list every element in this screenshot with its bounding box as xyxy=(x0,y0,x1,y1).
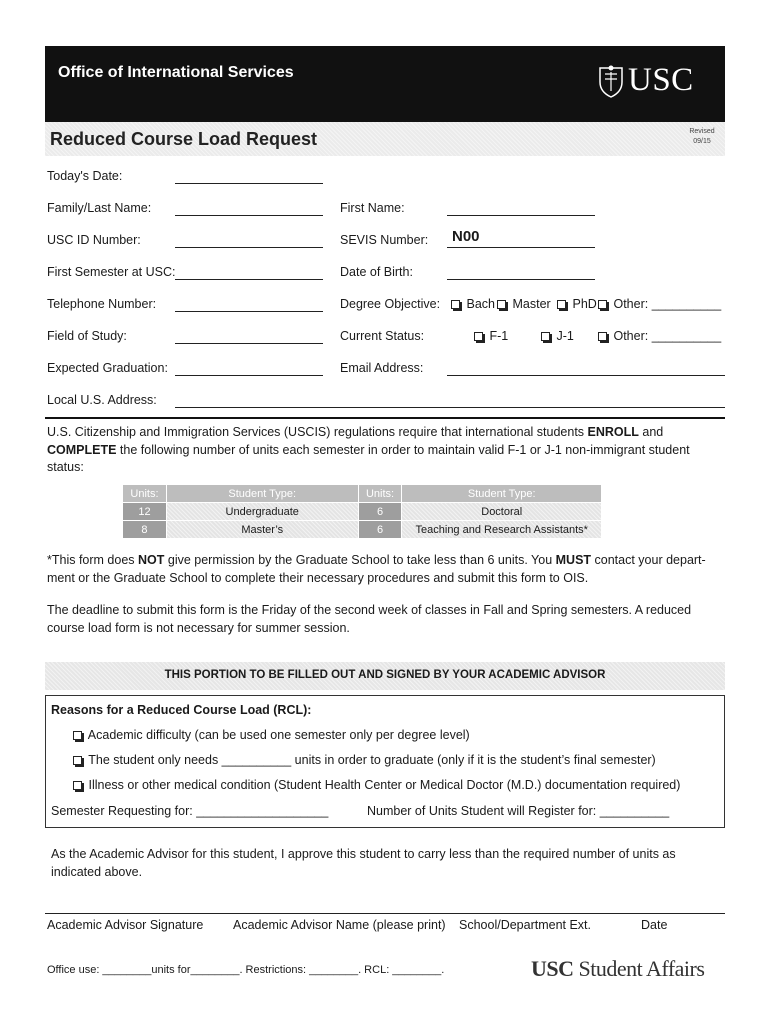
office-use-line: Office use: ________units for________. Restrictions: ________. RCL: ________. xyxy=(47,964,445,976)
degree-bach-option[interactable]: Bach xyxy=(451,297,495,311)
todays-date-label: Today's Date: xyxy=(47,169,123,183)
dob-label: Date of Birth: xyxy=(340,265,413,279)
revised-note xyxy=(683,127,721,147)
usc-seal-icon xyxy=(597,64,625,98)
table-cell: 8 xyxy=(123,521,167,539)
table-cell: Teaching and Research Assistants* xyxy=(402,521,602,539)
units-register-field[interactable]: Number of Units Student will Register for: __________ xyxy=(367,804,670,818)
school-department-label: School/Department Ext. xyxy=(459,918,592,932)
checkbox-icon[interactable] xyxy=(541,332,550,341)
table-cell: Undergraduate xyxy=(166,503,358,521)
advisor-bar-text: THIS PORTION TO BE FILLED OUT AND SIGNED BY YOUR ACADEMIC ADVISOR xyxy=(164,669,606,681)
usc-logo: USC xyxy=(628,62,694,98)
table-row xyxy=(123,521,602,539)
sevis-field[interactable] xyxy=(447,247,595,248)
checkbox-icon[interactable] xyxy=(497,300,506,309)
not-permission-note: *This form does NOT give permission by the Graduate School to take less than 6 units. You MUST contact your depart- ment or the Graduate School to complete their necessary procedures and submit this form to OIS. xyxy=(47,553,706,585)
reasons-title: Reasons for a Reduced Course Load (RCL): xyxy=(51,703,312,717)
reason-medical[interactable]: Illness or other medical condition (Student Health Center or Medical Doctor (M.D.) documentation required) xyxy=(73,778,680,792)
expected-graduation-label: Expected Graduation: xyxy=(47,361,168,375)
reason-academic-difficulty[interactable]: Academic difficulty (can be used one semester only per degree level) xyxy=(73,728,470,742)
checkbox-icon[interactable] xyxy=(73,756,82,765)
local-address-field[interactable] xyxy=(175,407,725,408)
revised-label: Revised xyxy=(689,128,715,135)
table-row xyxy=(123,503,602,521)
degree-other-option[interactable]: Other: __________ xyxy=(598,297,721,311)
local-address-label: Local U.S. Address: xyxy=(47,393,157,407)
checkbox-icon[interactable] xyxy=(451,300,460,309)
table-cell: Doctoral xyxy=(402,503,602,521)
table-header: Units: xyxy=(123,485,167,503)
expected-graduation-field[interactable] xyxy=(175,375,323,376)
usc-id-field[interactable] xyxy=(175,247,323,248)
first-semester-label: First Semester at USC: xyxy=(47,265,176,279)
checkbox-icon[interactable] xyxy=(557,300,566,309)
degree-phd-option[interactable]: PhD xyxy=(557,297,597,311)
student-affairs-logo: USC Student Affairs xyxy=(531,956,705,981)
advisor-signature-label: Academic Advisor Signature xyxy=(47,918,204,932)
form-title: Reduced Course Load Request xyxy=(50,129,318,149)
semester-requesting-field[interactable]: Semester Requesting for: ___________________ xyxy=(51,804,329,818)
units-table xyxy=(122,484,602,539)
email-label: Email Address: xyxy=(340,361,424,375)
table-cell: 6 xyxy=(358,503,402,521)
table-header: Units: xyxy=(358,485,402,503)
table-cell: Master’s xyxy=(166,521,358,539)
degree-master-option[interactable]: Master xyxy=(497,297,551,311)
table-header: Student Type: xyxy=(166,485,358,503)
section-divider xyxy=(45,417,725,419)
checkbox-icon[interactable] xyxy=(73,731,82,740)
telephone-label: Telephone Number: xyxy=(47,297,157,311)
usc-id-label: USC ID Number: xyxy=(47,233,141,247)
checkbox-icon[interactable] xyxy=(474,332,483,341)
advisor-name-label: Academic Advisor Name (please print) xyxy=(233,918,446,932)
revised-date: 09/15 xyxy=(693,138,711,145)
dob-field[interactable] xyxy=(447,279,595,280)
first-name-label: First Name: xyxy=(340,201,405,215)
table-header: Student Type: xyxy=(402,485,602,503)
deadline-note: The deadline to submit this form is the Friday of the second week of classes in Fall and Spring semesters. A reduced course load form is not necessary for summer session. xyxy=(47,603,692,635)
approval-statement: As the Academic Advisor for this student, I approve this student to carry less than the required number of units as indicated above. xyxy=(51,847,676,879)
sevis-value: N00 xyxy=(452,228,480,245)
table-header-row xyxy=(123,485,602,503)
status-f1-option[interactable]: F-1 xyxy=(474,329,508,343)
checkbox-icon[interactable] xyxy=(598,332,607,341)
table-cell: 6 xyxy=(358,521,402,539)
todays-date-field[interactable] xyxy=(175,183,323,184)
family-name-field[interactable] xyxy=(175,215,323,216)
sevis-label: SEVIS Number: xyxy=(340,233,429,247)
reason-final-semester[interactable]: The student only needs __________ units in order to graduate (only if it is the student’s final semester) xyxy=(73,753,656,767)
first-name-field[interactable] xyxy=(447,215,595,216)
current-status-label: Current Status: xyxy=(340,329,425,343)
family-name-label: Family/Last Name: xyxy=(47,201,152,215)
status-j1-option[interactable]: J-1 xyxy=(541,329,574,343)
telephone-field[interactable] xyxy=(175,311,323,312)
field-of-study-field[interactable] xyxy=(175,343,323,344)
email-field[interactable] xyxy=(447,375,725,376)
degree-objective-label: Degree Objective: xyxy=(340,297,441,311)
uscis-paragraph: U.S. Citizenship and Immigration Services (USCIS) regulations require that international students ENROLL and COMPLETE the following number of units each semester in order to maintain valid F-1 or J-1 non-immigrant student status: xyxy=(47,425,690,474)
checkbox-icon[interactable] xyxy=(73,781,82,790)
table-cell: 12 xyxy=(123,503,167,521)
office-title: Office of International Services xyxy=(58,64,294,81)
field-of-study-label: Field of Study: xyxy=(47,329,127,343)
checkbox-icon[interactable] xyxy=(598,300,607,309)
status-other-option[interactable]: Other: __________ xyxy=(598,329,721,343)
signature-line[interactable] xyxy=(45,913,725,914)
date-label: Date xyxy=(641,918,668,932)
first-semester-field[interactable] xyxy=(175,279,323,280)
